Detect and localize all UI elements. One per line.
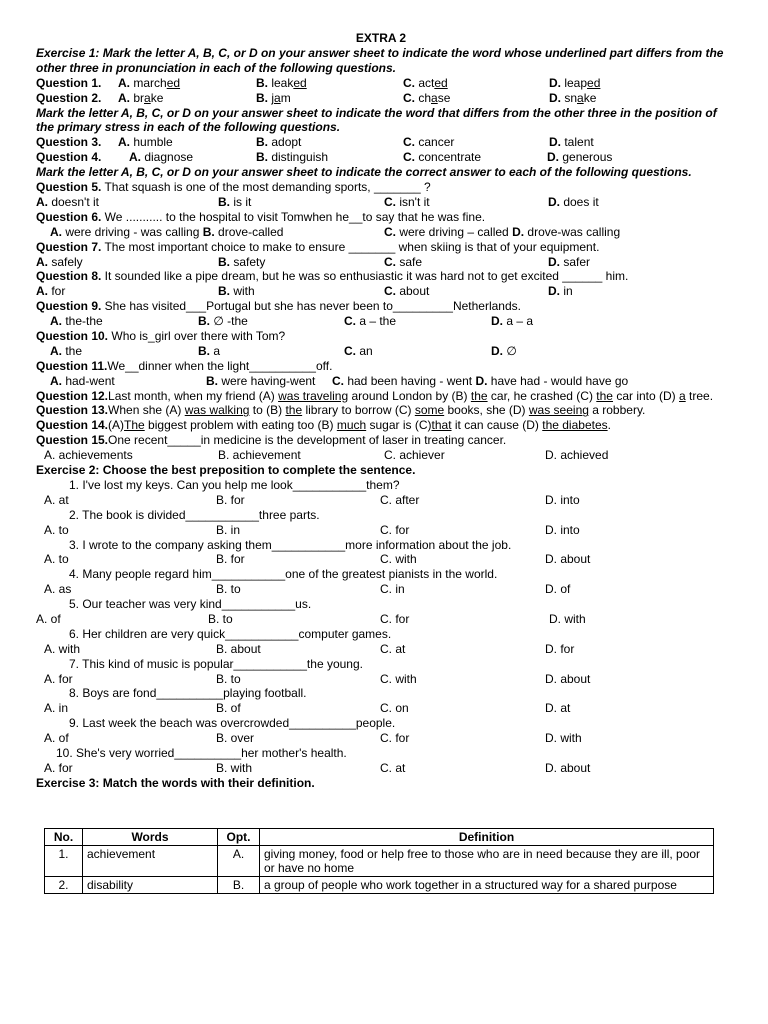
option-d: D. snake bbox=[549, 90, 597, 105]
ex2-question bbox=[36, 538, 726, 553]
option-b: B. a bbox=[198, 343, 221, 358]
stress-instruction: Mark the letter A, B, C, or D on your answer sheet to indicate the word that differs from the other three in the position of the primary stress in each of the following questions. bbox=[36, 105, 717, 135]
option-b: B. with bbox=[216, 760, 253, 775]
table-header-row bbox=[45, 829, 714, 846]
option-b: B. with bbox=[218, 284, 255, 299]
option-a: A. of bbox=[44, 731, 69, 746]
ex2-question-text: 10. She's very worried__________her mother's health. bbox=[56, 746, 347, 761]
ex2-options bbox=[36, 612, 726, 627]
ex2-options bbox=[36, 642, 726, 657]
option-a: A. as bbox=[44, 582, 72, 597]
ex2-options bbox=[36, 701, 726, 716]
option-b: B. for bbox=[216, 552, 245, 567]
option-a: A. achievements bbox=[44, 448, 133, 463]
question-8-options bbox=[36, 284, 726, 299]
option-c: C. a – the bbox=[344, 314, 397, 329]
option-a: A. to bbox=[44, 552, 69, 567]
question-label: Question 4. bbox=[36, 150, 102, 165]
row-opt: A. bbox=[218, 846, 260, 877]
question-9-options bbox=[36, 314, 726, 329]
option-c: C. with bbox=[380, 671, 417, 686]
option-d: D. into bbox=[545, 492, 580, 507]
exercise-2-instruction: Exercise 2: Choose the best preposition to complete the sentence. bbox=[36, 463, 416, 478]
option-a: A. the bbox=[50, 343, 83, 358]
option-c: C. with bbox=[380, 552, 417, 567]
ex2-question-text: 7. This kind of music is popular___________the young. bbox=[69, 656, 363, 671]
option-c: C. at bbox=[380, 641, 406, 656]
option-b: B. to bbox=[216, 671, 241, 686]
option-d: D. for bbox=[545, 641, 575, 656]
worksheet bbox=[36, 31, 726, 791]
option-c: C. for bbox=[380, 612, 410, 627]
option-c: C. acted bbox=[403, 75, 448, 90]
row-no: 2. bbox=[45, 877, 83, 894]
option-b: B. is it bbox=[218, 194, 252, 209]
option-d: D. leaped bbox=[549, 75, 601, 90]
option-c: C. in bbox=[380, 582, 405, 597]
page-title: EXTRA 2 bbox=[355, 31, 407, 45]
option-d: D. does it bbox=[548, 194, 599, 209]
option-a: A. diagnose bbox=[129, 150, 194, 165]
header-opt: Opt. bbox=[218, 829, 260, 846]
option-b: B. of bbox=[216, 701, 241, 716]
option-c: C. for bbox=[380, 522, 410, 537]
ex2-question-text: 5. Our teacher was very kind___________us. bbox=[69, 597, 312, 612]
option-c: C. chase bbox=[403, 90, 451, 105]
ex2-options bbox=[36, 523, 726, 538]
exercise-2-list bbox=[36, 478, 726, 776]
option-b: B. adopt bbox=[256, 135, 302, 150]
option-b: B. to bbox=[208, 612, 233, 627]
header-definition: Definition bbox=[260, 829, 714, 846]
question-6-options bbox=[36, 225, 726, 240]
grammar-instruction: Mark the letter A, B, C, or D on your answer sheet to indicate the correct answer to each of the following questions. bbox=[36, 165, 692, 180]
question-14: Question 14.(A)The biggest problem with eating too (B) much sugar is (C)that it can cause (D) the diabetes. bbox=[36, 418, 611, 433]
table-row bbox=[45, 877, 714, 894]
ex2-options bbox=[36, 493, 726, 508]
row-opt: B. bbox=[218, 877, 260, 894]
option-d: D. of bbox=[545, 582, 571, 597]
option-c: C. for bbox=[380, 731, 410, 746]
option-d: D. into bbox=[545, 522, 580, 537]
question-3 bbox=[36, 135, 726, 150]
option-b: B. ∅ -the bbox=[198, 314, 248, 329]
header-no: No. bbox=[45, 829, 83, 846]
question-label: Question 3. bbox=[36, 135, 102, 150]
question-label: Question 2. bbox=[36, 90, 102, 105]
option-b: B. achievement bbox=[218, 448, 301, 463]
option-b: B. in bbox=[216, 522, 241, 537]
option-c: C. on bbox=[380, 701, 409, 716]
question-label: Question 1. bbox=[36, 75, 102, 90]
question-4 bbox=[36, 150, 726, 165]
question-11-options bbox=[36, 374, 726, 389]
question-5-options bbox=[36, 195, 726, 210]
question-8-text: Question 8. It sounded like a pipe dream, but he was so enthusiastic it was hard not to get excited ______ him. bbox=[36, 269, 629, 284]
option-c-d: C. were driving – called D. drove-was calling bbox=[384, 224, 621, 239]
row-word: achievement bbox=[83, 846, 218, 877]
option-c: C. achiever bbox=[384, 448, 445, 463]
ex2-question bbox=[36, 508, 726, 523]
ex2-question-text: 1. I've lost my keys. Can you help me look___________them? bbox=[69, 478, 400, 492]
option-d: D. a – a bbox=[491, 314, 534, 329]
option-a: A. brake bbox=[118, 90, 164, 105]
option-b: B. over bbox=[216, 731, 255, 746]
ex2-question-text: 2. The book is divided___________three parts. bbox=[69, 507, 320, 522]
option-c: C. safe bbox=[384, 254, 423, 269]
option-a: A. for bbox=[44, 760, 73, 775]
option-b: B. distinguish bbox=[256, 150, 329, 165]
option-a: A. humble bbox=[118, 135, 173, 150]
option-c: C. cancer bbox=[403, 135, 455, 150]
option-b: B. about bbox=[216, 641, 261, 656]
ex2-question-text: 6. Her children are very quick___________computer games. bbox=[69, 626, 392, 641]
option-d: D. with bbox=[545, 731, 582, 746]
option-d: D. in bbox=[548, 284, 573, 299]
question-7-options bbox=[36, 255, 726, 270]
option-d: D. safer bbox=[548, 254, 591, 269]
option-b: B. to bbox=[216, 582, 241, 597]
definitions-table bbox=[44, 828, 714, 894]
option-a: A. for bbox=[36, 284, 66, 299]
option-c: C. concentrate bbox=[403, 150, 482, 165]
ex2-question-text: 3. I wrote to the company asking them___________more information about the job. bbox=[69, 537, 512, 552]
option-d: D. about bbox=[545, 760, 591, 775]
row-definition: giving money, food or help free to those who are in need because they are ill, poor or have no home bbox=[260, 846, 714, 877]
option-c: C. after bbox=[380, 492, 420, 507]
row-no: 1. bbox=[45, 846, 83, 877]
option-a: A. of bbox=[36, 612, 61, 627]
option-a: A. marched bbox=[118, 75, 181, 90]
header-words: Words bbox=[83, 829, 218, 846]
exercise-3-instruction: Exercise 3: Match the words with their definition. bbox=[36, 775, 315, 790]
question-15-text: Question 15.One recent_____in medicine is the development of laser in treating cancer. bbox=[36, 433, 507, 448]
option-d: D. talent bbox=[549, 135, 594, 150]
option-a: A. to bbox=[44, 522, 69, 537]
option-b: B. safety bbox=[218, 254, 266, 269]
option-b: B. leaked bbox=[256, 75, 307, 90]
option-a: A. the-the bbox=[50, 314, 103, 329]
ex2-options bbox=[36, 761, 726, 776]
exercise-1-instruction: Exercise 1: Mark the letter A, B, C, or D on your answer sheet to indicate the word whose underlined part differs from the other three in pronunciation in each of the following questions. bbox=[36, 45, 724, 75]
option-c-d: C. had been having - went D. have had - would have go bbox=[332, 373, 629, 388]
option-a-b: A. were driving - was calling B. drove-called bbox=[50, 224, 284, 239]
option-c: C. about bbox=[384, 284, 430, 299]
option-b: B. for bbox=[216, 492, 245, 507]
ex2-question-text: 4. Many people regard him___________one of the greatest pianists in the world. bbox=[69, 567, 498, 582]
option-a: A. doesn't it bbox=[36, 194, 99, 209]
ex2-question bbox=[36, 686, 726, 701]
ex2-question bbox=[36, 657, 726, 672]
ex2-options bbox=[36, 552, 726, 567]
option-d: D. about bbox=[545, 552, 591, 567]
option-c: C. at bbox=[380, 760, 406, 775]
question-1 bbox=[36, 76, 726, 91]
option-c: C. isn't it bbox=[384, 194, 430, 209]
option-a: A. had-went bbox=[50, 373, 115, 388]
question-13: Question 13.When she (A) was walking to (B) the library to borrow (C) some books, she (D) was seeing a robbery. bbox=[36, 403, 646, 418]
option-d: D. about bbox=[545, 671, 591, 686]
row-definition: a group of people who work together in a structured way for a shared purpose bbox=[260, 877, 714, 894]
ex2-question bbox=[36, 746, 726, 761]
option-b: B. were having-went bbox=[206, 373, 316, 388]
table-row bbox=[45, 846, 714, 877]
question-11-text: Question 11.We__dinner when the light__________off. bbox=[36, 358, 333, 373]
option-d: D. generous bbox=[547, 150, 613, 165]
option-a: A. in bbox=[44, 701, 69, 716]
ex2-options bbox=[36, 731, 726, 746]
question-12: Question 12.Last month, when my friend (A) was traveling around London by (B) the car, he crashed (C) the car into (D) a tree. bbox=[36, 388, 714, 403]
question-6-text: Question 6. We ........... to the hospital to visit Tomwhen he__to say that he was fine. bbox=[36, 209, 486, 224]
question-2 bbox=[36, 91, 726, 106]
question-9-text: Question 9. She has visited___Portugal but she has never been to_________Netherlands. bbox=[36, 299, 521, 314]
ex2-question bbox=[36, 567, 726, 582]
ex2-question bbox=[36, 627, 726, 642]
ex2-options bbox=[36, 582, 726, 597]
ex2-question bbox=[36, 478, 726, 493]
option-a: A. with bbox=[44, 641, 81, 656]
ex2-question-text: 8. Boys are fond__________playing football. bbox=[69, 686, 307, 701]
question-10-text: Question 10. Who is_girl over there with Tom? bbox=[36, 328, 286, 343]
option-d: D. at bbox=[545, 701, 571, 716]
ex2-question-text: 9. Last week the beach was overcrowded__________people. bbox=[69, 716, 396, 731]
option-d: D. with bbox=[549, 612, 586, 627]
question-5-text: Question 5. That squash is one of the most demanding sports, _______ ? bbox=[36, 180, 431, 194]
option-a: A. at bbox=[44, 492, 69, 507]
ex2-question bbox=[36, 597, 726, 612]
ex2-question bbox=[36, 716, 726, 731]
row-word: disability bbox=[83, 877, 218, 894]
option-d: D. achieved bbox=[545, 448, 609, 463]
question-10-options bbox=[36, 344, 726, 359]
option-a: A. for bbox=[44, 671, 73, 686]
option-d: D. ∅ bbox=[491, 343, 517, 358]
question-15-options bbox=[36, 448, 726, 463]
option-b: B. jam bbox=[256, 90, 291, 105]
ex2-options bbox=[36, 672, 726, 687]
option-a: A. safely bbox=[36, 254, 83, 269]
option-c: C. an bbox=[344, 343, 373, 358]
question-7-text: Question 7. The most important choice to make to ensure _______ when skiing is that of your equipment. bbox=[36, 239, 600, 254]
